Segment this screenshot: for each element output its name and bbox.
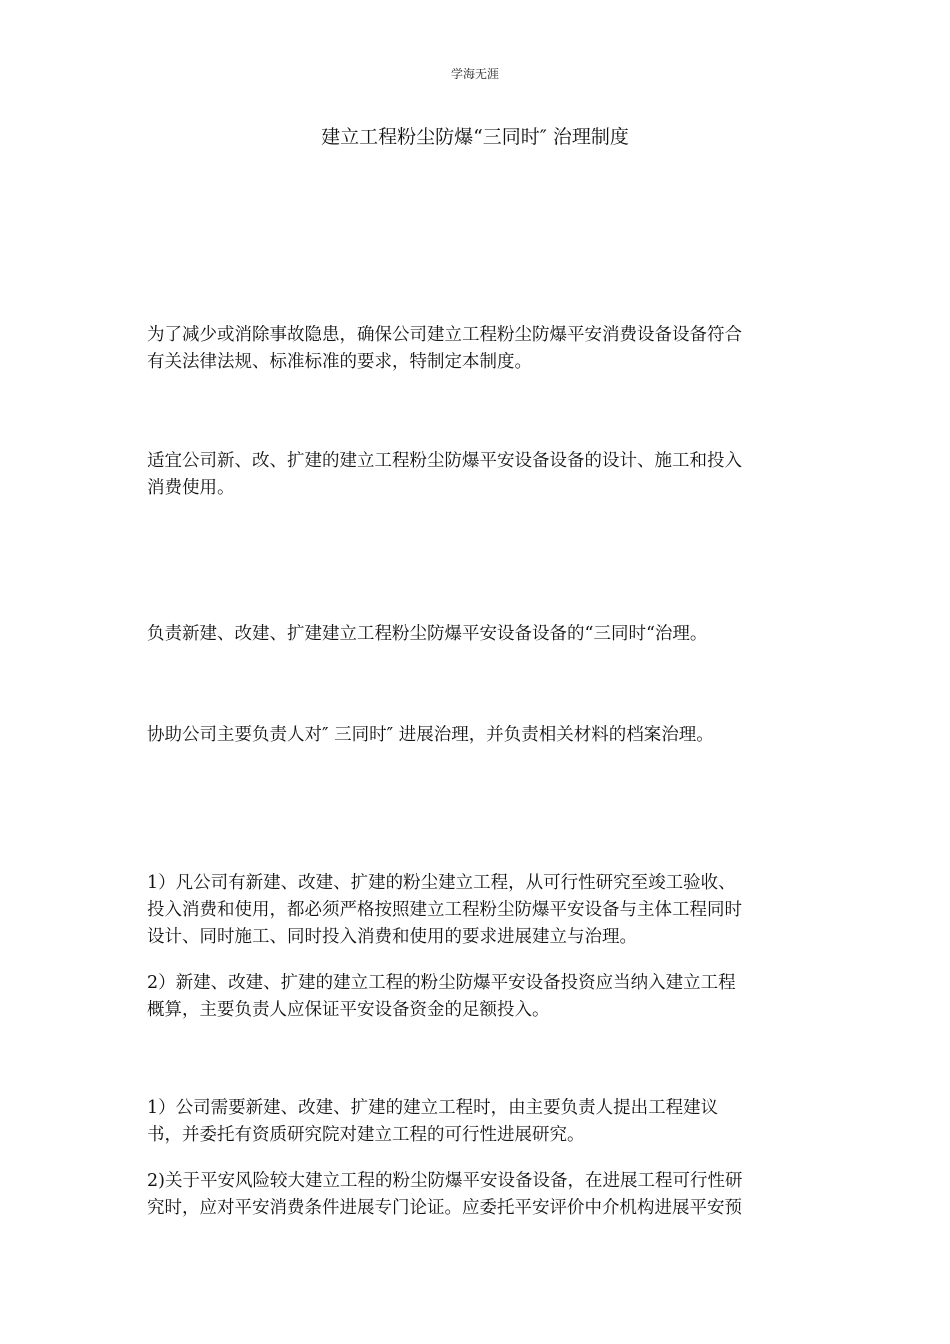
text-line: 究时，应对平安消费条件进展专门论证。应委托平安评价中介机构进展平安预 (147, 1198, 742, 1218)
text-line: 协助公司主要负责人对″ 三同时″ 进展治理，并负责相关材料的档案治理。 (147, 725, 714, 745)
paragraph-requirement-1 (147, 870, 807, 951)
paragraph-procedure-1 (147, 1095, 807, 1149)
paragraph-responsibility-1 (147, 621, 807, 648)
text-line: 投入消费和使用，都必须严格按照建立工程粉尘防爆平安设备与主体工程同时 (147, 900, 742, 920)
text-line: 有关法律法规、标准标准的要求，特制定本制度。 (147, 352, 532, 372)
paragraph-requirement-2 (147, 970, 807, 1024)
text-line: 1）凡公司有新建、改建、扩建的粉尘建立工程，从可行性研究至竣工验收、 (147, 873, 736, 893)
paragraph-purpose (147, 322, 807, 376)
text-line: 适宜公司新、改、扩建的建立工程粉尘防爆平安设备设备的设计、施工和投入 (147, 451, 742, 471)
text-line: 设计、同时施工、同时投入消费和使用的要求进展建立与治理。 (147, 927, 637, 947)
text-line: 消费使用。 (147, 478, 235, 498)
text-line: 概算，主要负责人应保证平安设备资金的足额投入。 (147, 1000, 550, 1020)
page-header: 学海无涯 (450, 67, 499, 81)
text-line: 为了减少或消除事故隐患，确保公司建立工程粉尘防爆平安消费设备设备符合 (147, 325, 742, 345)
paragraph-scope (147, 448, 807, 502)
text-line: 2）新建、改建、扩建的建立工程的粉尘防爆平安设备投资应当纳入建立工程 (147, 973, 736, 993)
text-line: 负责新建、改建、扩建建立工程粉尘防爆平安设备设备的“三同时“治理。 (147, 624, 708, 644)
paragraph-procedure-2 (147, 1168, 807, 1222)
text-line: 1）公司需要新建、改建、扩建的建立工程时，由主要负责人提出工程建议 (147, 1098, 719, 1118)
document-title: 建立工程粉尘防爆“三同时″ 治理制度 (321, 126, 629, 148)
paragraph-responsibility-2 (147, 722, 807, 749)
text-line: 书，并委托有资质研究院对建立工程的可行性进展研究。 (147, 1125, 585, 1145)
text-line: 2)关于平安风险较大建立工程的粉尘防爆平安设备设备，在进展工程可行性研 (147, 1171, 743, 1191)
